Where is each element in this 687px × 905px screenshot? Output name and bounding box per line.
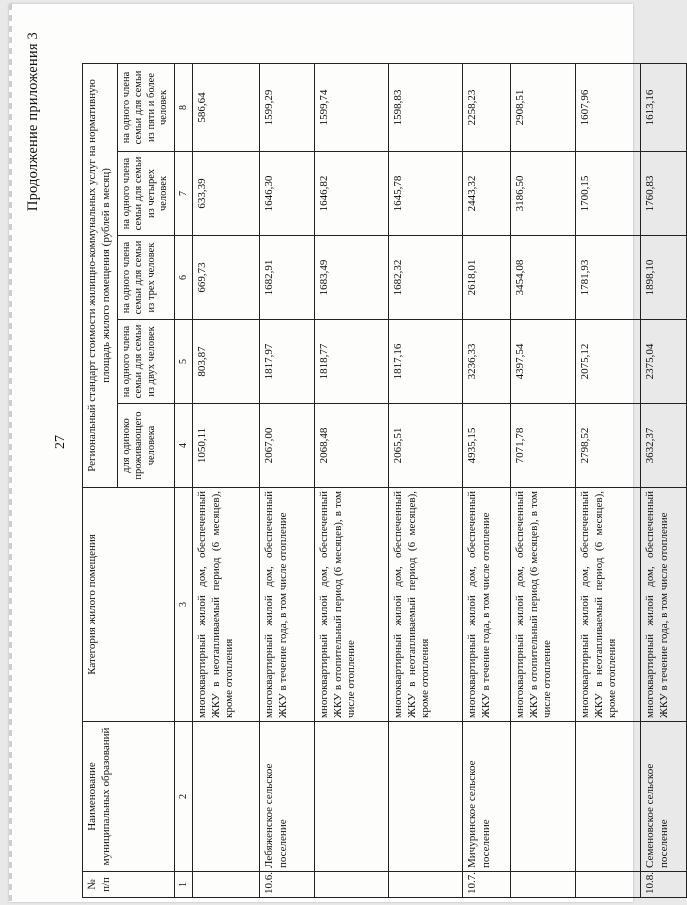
municipality-name: Семеновское сельское поселение <box>640 722 686 872</box>
header-sub-single: для одиноко проживающего человека <box>117 404 174 488</box>
value-five-plus: 1598,83 <box>388 63 462 151</box>
column-index: 5 <box>174 320 192 404</box>
value-three: 1682,91 <box>259 236 314 320</box>
value-four: 1700,15 <box>575 152 640 236</box>
cost-standard-table <box>82 63 687 898</box>
municipality-name <box>510 722 575 872</box>
housing-category: многоквартирный жилой дом, обеспеченный ЖКУ в течение года, в том числе отопление <box>462 488 510 722</box>
table-row <box>192 63 259 897</box>
housing-category: многоквартирный жилой дом, обеспеченный ЖКУ в неотапливаемый период (6 месяцев), кроме отопления <box>192 488 259 722</box>
column-index: 4 <box>174 404 192 488</box>
table-row <box>575 63 640 897</box>
value-five-plus: 1599,74 <box>314 63 388 151</box>
row-number <box>192 872 259 898</box>
housing-category: многоквартирный жилой дом, обеспеченный ЖКУ в течение года, в том числе отопление <box>640 488 686 722</box>
column-index: 6 <box>174 236 192 320</box>
document-page <box>9 4 670 902</box>
value-five-plus: 1607,96 <box>575 63 640 151</box>
header-standard: Региональный стандарт стоимости жилищно-коммунальных услуг на нормативную площадь жилого помещения (рублей в месяц) <box>83 63 118 487</box>
header-sub-five-plus: на одного члена семьи для семьи из пяти и более человек <box>117 63 174 151</box>
value-single: 1050,11 <box>192 404 259 488</box>
value-two: 2075,12 <box>575 320 640 404</box>
column-index: 8 <box>174 63 192 151</box>
table-row <box>640 63 686 897</box>
value-two: 4397,54 <box>510 320 575 404</box>
value-two: 3236,33 <box>462 320 510 404</box>
value-five-plus: 2908,51 <box>510 63 575 151</box>
header-sub-three: на одного члена семьи для семьи из трех человек <box>117 236 174 320</box>
value-three: 1683,49 <box>314 236 388 320</box>
municipality-name <box>314 722 388 872</box>
header-name: Наименование муниципальных образований <box>83 722 175 872</box>
value-four: 1760,83 <box>640 152 686 236</box>
value-three: 669,73 <box>192 236 259 320</box>
value-five-plus: 1613,16 <box>640 63 686 151</box>
column-index: 7 <box>174 152 192 236</box>
row-number <box>575 872 640 898</box>
value-three: 1682,32 <box>388 236 462 320</box>
header-sub-four: на одного члена семьи для семьи из четырех человек <box>117 152 174 236</box>
value-two: 803,87 <box>192 320 259 404</box>
column-index-row <box>174 63 192 897</box>
value-single: 4935,15 <box>462 404 510 488</box>
housing-category: многоквартирный жилой дом, обеспеченный ЖКУ в отопительный период (6 месяцев), в том числе отопление <box>314 488 388 722</box>
value-single: 2068,48 <box>314 404 388 488</box>
column-index: 2 <box>174 722 192 872</box>
value-four: 1645,78 <box>388 152 462 236</box>
housing-category: многоквартирный жилой дом, обеспеченный ЖКУ в отопительный период (6 месяцев), в том числе отопление <box>510 488 575 722</box>
value-four: 2443,32 <box>462 152 510 236</box>
value-two: 1817,97 <box>259 320 314 404</box>
value-five-plus: 1599,29 <box>259 63 314 151</box>
municipality-name <box>388 722 462 872</box>
row-number <box>388 872 462 898</box>
header-category: Категория жилого помещения <box>83 488 175 722</box>
municipality-name <box>192 722 259 872</box>
row-number: 10.6. <box>259 872 314 898</box>
value-five-plus: 2258,23 <box>462 63 510 151</box>
value-single: 2798,52 <box>575 404 640 488</box>
row-number: 10.7. <box>462 872 510 898</box>
row-number: 10.8. <box>640 872 686 898</box>
value-two: 2375,04 <box>640 320 686 404</box>
table-row <box>462 63 510 897</box>
value-four: 3186,50 <box>510 152 575 236</box>
value-three: 2618,01 <box>462 236 510 320</box>
table-row <box>388 63 462 897</box>
column-index: 1 <box>174 872 192 898</box>
row-number <box>510 872 575 898</box>
table-row <box>510 63 575 897</box>
value-single: 3632,37 <box>640 404 686 488</box>
value-two: 1818,77 <box>314 320 388 404</box>
housing-category: многоквартирный жилой дом, обеспеченный ЖКУ в неотапливаемый период (6 месяцев), кроме отопления <box>388 488 462 722</box>
value-four: 1646,30 <box>259 152 314 236</box>
municipality-name <box>575 722 640 872</box>
value-four: 1646,82 <box>314 152 388 236</box>
value-two: 1817,16 <box>388 320 462 404</box>
table-row <box>259 63 314 897</box>
row-number <box>314 872 388 898</box>
municipality-name: Мичуринское сельское поселение <box>462 722 510 872</box>
value-four: 633,39 <box>192 152 259 236</box>
housing-category: многоквартирный жилой дом, обеспеченный ЖКУ в течение года, в том числе отопление <box>259 488 314 722</box>
value-five-plus: 586,64 <box>192 63 259 151</box>
value-single: 2067,00 <box>259 404 314 488</box>
rotated-sheet <box>9 4 670 902</box>
value-three: 3454,08 <box>510 236 575 320</box>
page-number: 27 <box>53 435 68 449</box>
housing-category: многоквартирный жилой дом, обеспеченный ЖКУ в неотапливаемый период (6 месяцев), кроме отопления <box>575 488 640 722</box>
value-single: 7071,78 <box>510 404 575 488</box>
value-three: 1898,10 <box>640 236 686 320</box>
municipality-name: Лебяженское сельское поселение <box>259 722 314 872</box>
appendix-title: Продолжение приложения 3 <box>25 32 41 212</box>
value-single: 2065,51 <box>388 404 462 488</box>
header-num: № п/п <box>83 872 175 898</box>
table-row <box>314 63 388 897</box>
header-sub-two: на одного члена семьи для семьи из двух человек <box>117 320 174 404</box>
column-index: 3 <box>174 488 192 722</box>
value-three: 1781,93 <box>575 236 640 320</box>
